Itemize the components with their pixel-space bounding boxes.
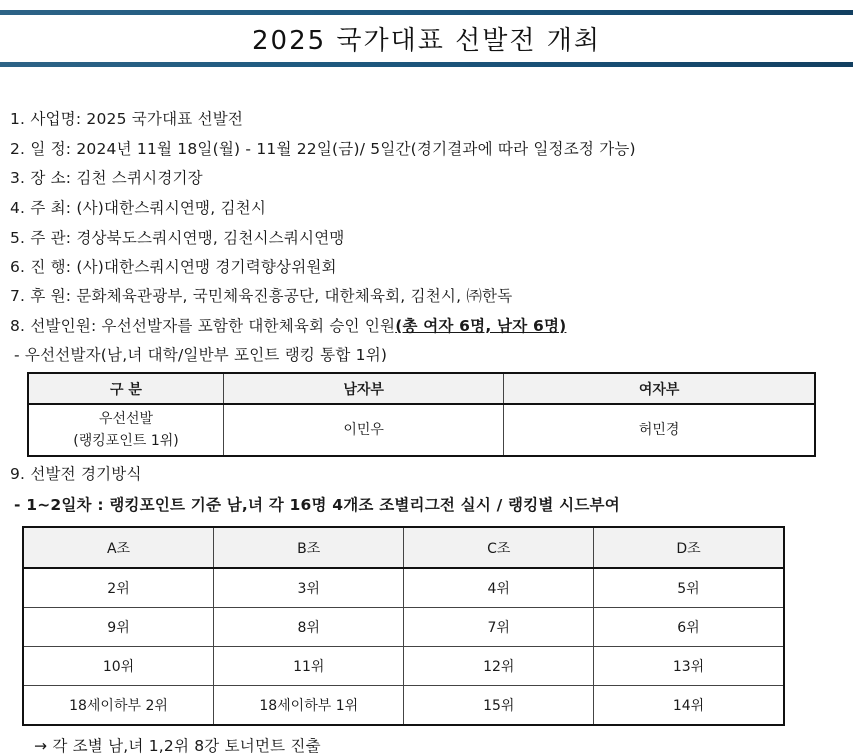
table-cell: 12위 xyxy=(404,647,594,686)
table-row xyxy=(23,568,784,608)
table-cell: 7위 xyxy=(404,608,594,647)
table-cell: 15위 xyxy=(404,686,594,726)
table-cell: 3위 xyxy=(214,568,404,608)
header-group-a: A조 xyxy=(23,527,214,568)
item-4-host: 4. 주 최: (사)대한스쿼시연맹, 김천시 xyxy=(10,199,266,217)
format-note: - 1~2일차 : 랭킹포인트 기준 남,녀 각 16명 4개조 조별리그전 실시 / 랭킹별 시드부여 xyxy=(14,496,620,514)
table-header-row xyxy=(23,527,784,568)
table-cell: 18세이하부 2위 xyxy=(23,686,214,726)
group-league-table xyxy=(22,526,785,726)
item-8-emphasis: (총 여자 6명, 남자 6명) xyxy=(395,317,567,335)
row-label-line-1: 우선선발 xyxy=(98,411,154,427)
priority-selection-table xyxy=(27,372,816,457)
priority-selection-note: - 우선선발자(남,녀 대학/일반부 포인트 랭킹 통합 1위) xyxy=(14,346,388,364)
item-7-sponsor: 7. 후 원: 문화체육관광부, 국민체육진흥공단, 대한체육회, 김천시, ㈜한독 xyxy=(10,287,513,305)
male-selected-player: 이민우 xyxy=(224,404,504,456)
table-header-row xyxy=(28,373,815,404)
table-cell: 10위 xyxy=(23,647,214,686)
table-row xyxy=(23,647,784,686)
header-female: 여자부 xyxy=(504,373,815,404)
item-6-operator: 6. 진 행: (사)대한스쿼시연맹 경기력향상위원회 xyxy=(10,258,337,276)
header-category: 구 분 xyxy=(28,373,224,404)
table-row xyxy=(23,686,784,726)
table-cell: 8위 xyxy=(214,608,404,647)
header-group-b: B조 xyxy=(214,527,404,568)
item-1-project-name: 1. 사업명: 2025 국가대표 선발전 xyxy=(10,110,244,128)
item-8-selection-count xyxy=(10,314,566,336)
page-title: 2025 국가대표 선발전 개최 xyxy=(251,26,601,56)
table-cell: 6위 xyxy=(593,608,784,647)
row-label xyxy=(28,404,224,456)
advancement-note: → 각 조별 남,녀 1,2위 8강 토너먼트 진출 xyxy=(34,737,321,755)
item-9-competition-format: 9. 선발전 경기방식 xyxy=(10,465,142,483)
table-row xyxy=(23,608,784,647)
header-male: 남자부 xyxy=(224,373,504,404)
table-cell: 11위 xyxy=(214,647,404,686)
table-cell: 14위 xyxy=(593,686,784,726)
table-row xyxy=(28,404,815,456)
table-cell: 18세이하부 1위 xyxy=(214,686,404,726)
table-cell: 5위 xyxy=(593,568,784,608)
title-top-rule xyxy=(0,10,853,15)
title-bottom-rule xyxy=(0,62,853,67)
table-cell: 9위 xyxy=(23,608,214,647)
table-cell: 2위 xyxy=(23,568,214,608)
item-2-schedule: 2. 일 정: 2024년 11월 18일(월) - 11월 22일(금)/ 5일간(경기결과에 따라 일정조정 가능) xyxy=(10,140,636,158)
item-8-prefix: 8. 선발인원: 우선선발자를 포함한 대한체육회 승인 인원 xyxy=(10,317,396,335)
item-3-venue: 3. 장 소: 김천 스퀴시경기장 xyxy=(10,169,203,187)
table-cell: 4위 xyxy=(404,568,594,608)
item-5-organizer: 5. 주 관: 경상북도스쿼시연맹, 김천시스쿼시연맹 xyxy=(10,229,345,247)
header-group-c: C조 xyxy=(404,527,594,568)
table-cell: 13위 xyxy=(593,647,784,686)
header-group-d: D조 xyxy=(593,527,784,568)
row-label-line-2: (랭킹포인트 1위) xyxy=(73,433,179,449)
female-selected-player: 허민경 xyxy=(504,404,815,456)
